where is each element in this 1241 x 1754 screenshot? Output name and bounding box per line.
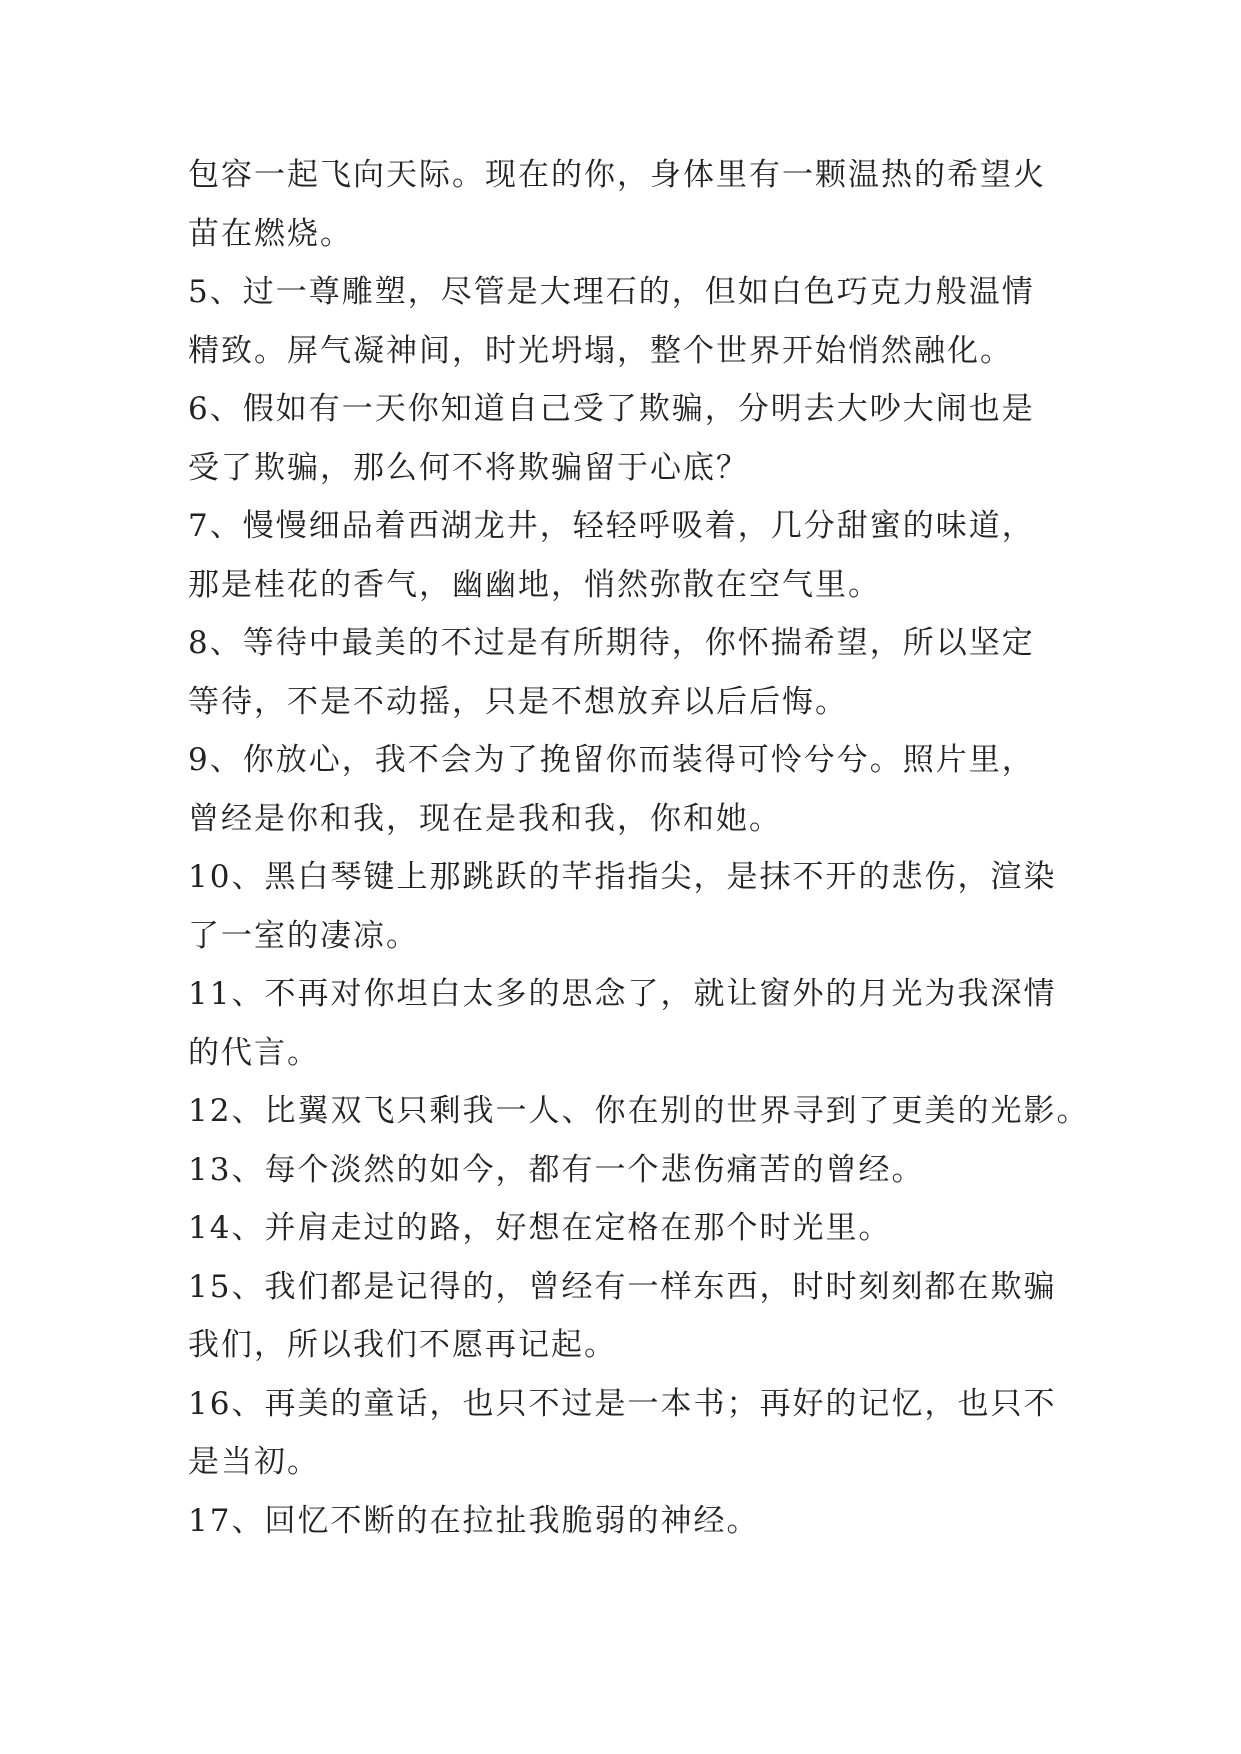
paragraph-12 (188, 1082, 1090, 1141)
paragraph-16 (188, 1375, 1058, 1492)
text-line: 13、每个淡然的如今，都有一个悲伤痛苦的曾经。 (188, 1151, 925, 1188)
text-line: 等待，不是不动摇，只是不想放弃以后后悔。 (188, 683, 848, 720)
paragraph-15 (188, 1258, 1058, 1375)
text-line: 的代言。 (188, 1034, 320, 1071)
paragraph-9 (188, 731, 1058, 848)
paragraph-6 (188, 380, 1058, 497)
paragraph-13 (188, 1141, 1058, 1200)
text-line: 那是桂花的香气，幽幽地，悄然弥散在空气里。 (188, 566, 881, 603)
text-line: 6、假如有一天你知道自己受了欺骗，分明去大吵大闹也是 (188, 391, 1035, 427)
text-line: 精致。屏气凝神间，时光坍塌，整个世界开始悄然融化。 (188, 332, 1013, 369)
text-line: 受了欺骗，那么何不将欺骗留于心底？ (188, 449, 749, 486)
text-line: 11、不再对你坦白太多的思念了，就让窗外的月光为我深情 (188, 976, 1057, 1012)
paragraph-5 (188, 263, 1058, 380)
text-line: 12、比翼双飞只剩我一人、你在别的世界寻到了更美的光影。 (188, 1093, 1090, 1129)
text-line: 9、你放心，我不会为了挽留你而装得可怜兮兮。照片里， (188, 742, 1035, 778)
paragraph-17 (188, 1492, 1058, 1551)
text-line: 14、并肩走过的路，好想在定格在那个时光里。 (188, 1210, 892, 1246)
text-line: 17、回忆不断的在拉扯我脆弱的神经。 (188, 1502, 760, 1539)
text-line: 15、我们都是记得的，曾经有一样东西，时时刻刻都在欺骗 (188, 1268, 1057, 1305)
text-line: 16、再美的童话，也只不过是一本书；再好的记忆，也只不 (188, 1385, 1057, 1422)
text-line: 我们，所以我们不愿再记起。 (188, 1327, 617, 1363)
text-line: 曾经是你和我，现在是我和我，你和她。 (188, 800, 782, 837)
text-line: 5、过一尊雕塑，尽管是大理石的，但如白色巧克力般温情 (188, 274, 1035, 310)
text-line: 7、慢慢细品着西湖龙井，轻轻呼吸着，几分甜蜜的味道， (188, 508, 1035, 544)
paragraph-7 (188, 497, 1058, 614)
paragraph-8 (188, 614, 1058, 731)
document-page (188, 146, 1090, 1550)
paragraph-4-continuation (188, 146, 1058, 263)
text-line: 苗在燃烧。 (188, 215, 353, 252)
text-line: 8、等待中最美的不过是有所期待，你怀揣希望，所以坚定 (188, 625, 1035, 661)
paragraph-10 (188, 848, 1058, 965)
paragraph-14 (188, 1199, 1058, 1258)
text-line: 包容一起飞向天际。现在的你，身体里有一颗温热的希望火 (188, 157, 1046, 193)
text-line: 是当初。 (188, 1444, 320, 1480)
text-line: 10、黑白琴键上那跳跃的芊指指尖，是抹不开的悲伤，渲染 (188, 859, 1057, 895)
text-line: 了一室的凄凉。 (188, 917, 419, 954)
paragraph-11 (188, 965, 1058, 1082)
